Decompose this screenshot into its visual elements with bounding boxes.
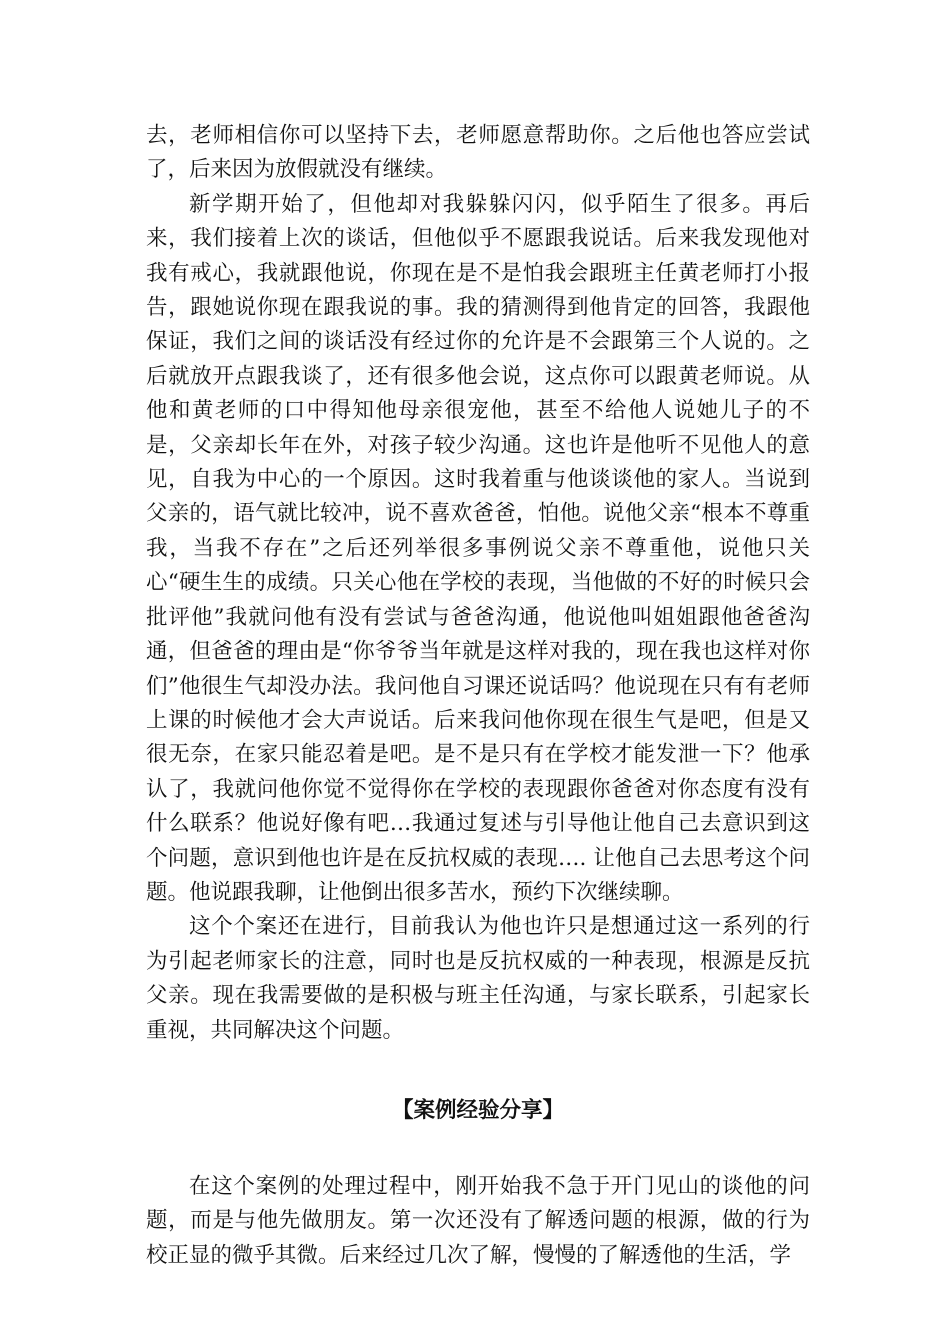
paragraph-4: 在这个案例的处理过程中，刚开始我不急于开门见山的谈他的问题，而是与他先做朋友。第一次还没有了解透问题的根源，做的行为校正显的微乎其微。后来经过几次了解，慢慢的了解透他的生活，学 — [146, 1173, 810, 1268]
paragraph-2: 新学期开始了，但他却对我躲躲闪闪，似乎陌生了很多。再后来，我们接着上次的谈话，但他似乎不愿跟我说话。后来我发现他对我有戒心，我就跟他说，你现在是不是怕我会跟班主任黄老师打小报告，跟她说你现在跟我说的事。我的猜测得到他肯定的回答，我跟他保证，我们之间的谈话没有经过你的允许是不会跟第三个人说的。之后就放开点跟我谈了，还有很多他会说，这点你可以跟黄老师说。从他和黄老师的口中得知他母亲很宠他，甚至不给他人说她儿子的不是，父亲却长年在外，对孩子较少沟通。这也许是他听不见他人的意见，自我为中心的一个原因。这时我着重与他谈谈他的家人。当说到父亲的，语气就比较冲，说不喜欢爸爸，怕他。说他父亲“根本不尊重我，当我不存在”之后还列举很多事例说父亲不尊重他，说他只关心“硬生生的成绩。只关心他在学校的表现，当他做的不好的时候只会批评他”我就问他有没有尝试与爸爸沟通，他说他叫姐姐跟他爸爸沟通，但爸爸的理由是“你爷爷当年就是这样对我的，现在我也这样对你们”他很生气却没办法。我问他自习课还说话吗？他说现在只有有老师上课的时候他才会大声说话。后来我问他你现在很生气是吧，但是又很无奈，在家只能忍着是吧。是不是只有在学校才能发泄一下？他承认了，我就问他你觉不觉得你在学校的表现跟你爸爸对你态度有没有什么联系？他说好像有吧…我通过复述与引导他让他自己去意识到这个问题，意识到他也许是在反抗权威的表现…. 让他自己去思考这个问题。他说跟我聊，让他倒出很多苦水，预约下次继续聊。 — [146, 191, 810, 905]
spacer — [146, 1128, 810, 1170]
spacer — [146, 1048, 810, 1094]
section-heading: 【案例经验分享】 — [391, 1097, 564, 1123]
document-body — [146, 119, 810, 1273]
paragraph-1: 去，老师相信你可以坚持下去，老师愿意帮助你。之后他也答应尝试了，后来因为放假就没有继续。 — [146, 123, 810, 183]
paragraph-3: 这个个案还在进行，目前我认为他也许只是想通过这一系列的行为引起老师家长的注意，同时也是反抗权威的一种表现，根源是反抗父亲。现在我需要做的是积极与班主任沟通，与家长联系，引起家长重视，共同解决这个问题。 — [146, 914, 810, 1043]
